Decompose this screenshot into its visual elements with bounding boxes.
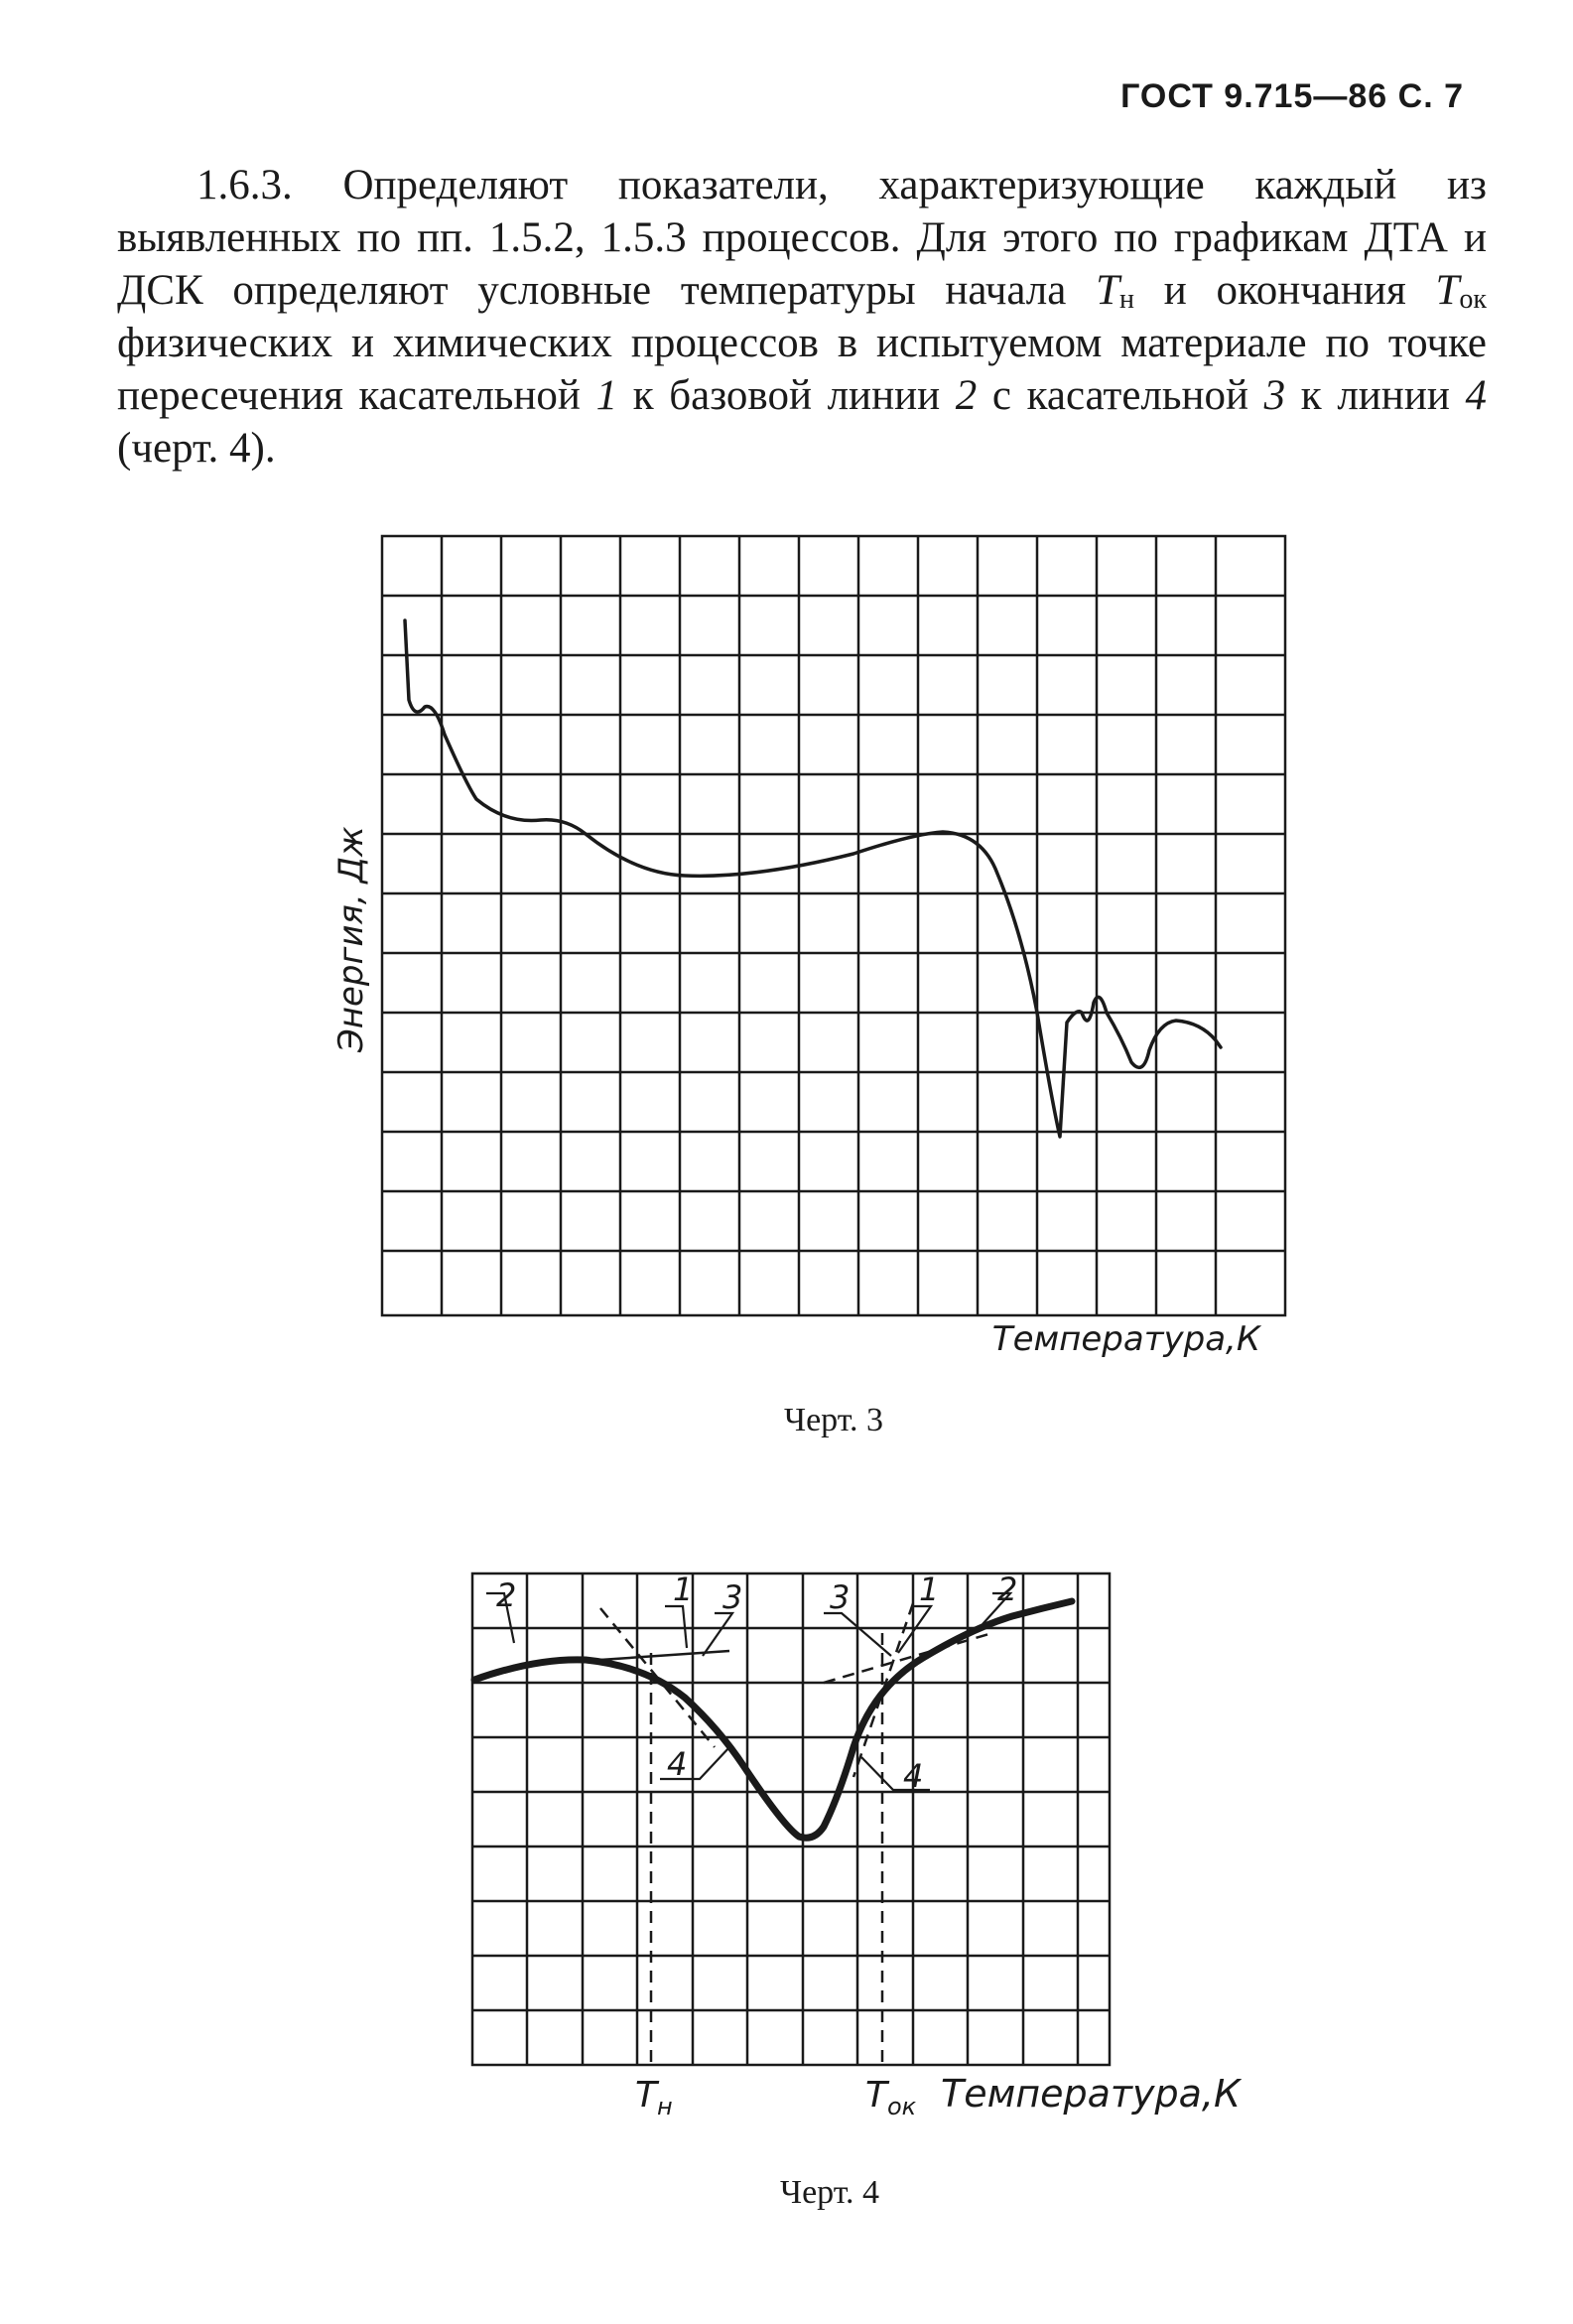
figure-4-tok-label: $T_{ок}$ bbox=[865, 2075, 917, 2120]
figure-4-caption: Черт. 4 bbox=[779, 2174, 880, 2211]
figure-4-grid bbox=[472, 1573, 1110, 2065]
page-header: ГОСТ 9.715—86 С. 7 bbox=[1120, 77, 1464, 115]
figure-4-label-4-left: 4 bbox=[667, 1745, 688, 1783]
figure-4-tangent-lines bbox=[586, 1651, 729, 1661]
figure-4-xlabel: Температура,К bbox=[941, 2072, 1241, 2116]
figure-4-label-3-right: 3 bbox=[830, 1578, 851, 1616]
figure-4-tn-label: $T_н$ bbox=[635, 2075, 673, 2120]
paragraph-1-6-3: 1.6.3. Определяют показатели, характеризующие каждый из выявленных по пп. 1.5.2, 1.5.3 процессов. Для этого по графикам ДТА и ДСК определяют условные температуры начала $T_н$ и окончания $T_{ок}$ физических и химических процессов в испытуемом материале по точке пересечения касательной 1 к базовой линии 2 с касательной 3 к линии 4 (черт. 4). bbox=[117, 162, 1487, 472]
figure-4-label-1-right: 1 bbox=[919, 1571, 940, 1608]
figure-4-label-1-left: 1 bbox=[673, 1571, 694, 1608]
figure-4-label-2-left: 2 bbox=[496, 1576, 517, 1614]
figure-3-xlabel: Температура,К bbox=[991, 1319, 1260, 1359]
figure-3-ylabel: Энергия, Дж bbox=[331, 826, 371, 1052]
figure-3-caption: Черт. 3 bbox=[783, 1402, 884, 1438]
figure-4-label-2-right: 2 bbox=[997, 1571, 1018, 1608]
figure-4-label-4-right: 4 bbox=[903, 1757, 924, 1795]
figure-4-label-3-left: 3 bbox=[722, 1578, 743, 1616]
